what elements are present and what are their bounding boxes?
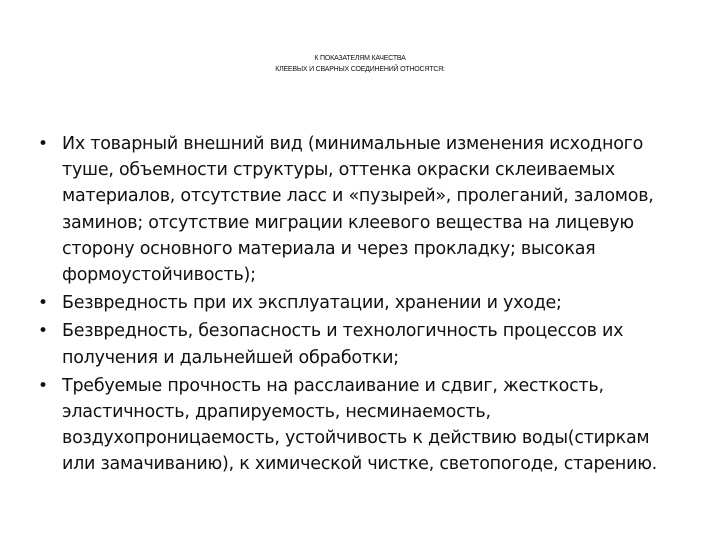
bullet-icon: • <box>38 134 48 154</box>
slide-title-line-1: К ПОКАЗАТЕЛЯМ КАЧЕСТВА <box>314 55 406 62</box>
bullet-item <box>38 373 678 478</box>
bullet-text: Безвредность при их эксплуатации, хранении и уходе; <box>62 293 562 314</box>
slide-title-line-2: КЛЕЕВЫХ И СВАРНЫХ СОЕДИНЕНИЙ ОТНОСЯТСЯ: <box>275 66 445 73</box>
bullet-item <box>38 318 678 370</box>
bullet-text: Требуемые прочность на расслаивание и сдвиг, жесткость, эластичность, драпируемость, несминаемость, воздухопроницаемость, устойчивость к действию воды(стиркам или замачиванию), к химической чистке, светопогоде, старению. <box>62 375 657 475</box>
bullet-list <box>38 131 678 480</box>
bullet-text: Их товарный внешний вид (минимальные изменения исходного туше, объемности структуры, оттенка окраски склеиваемых материалов, отсутствие ласс и «пузырей», пролеганий, заломов, заминов; отсутствие миграции клеевого вещества на лицевую сторону основного материала и через прокладку; высокая формоустойчивость); <box>62 134 654 286</box>
slide-title <box>0 53 720 75</box>
bullet-item <box>38 131 678 288</box>
bullet-icon: • <box>38 375 48 396</box>
bullet-text: Безвредность, безопасность и технологичность процессов их получения и дальнейшей обработки; <box>62 321 624 368</box>
bullet-icon: • <box>38 293 48 314</box>
bullet-icon: • <box>38 321 48 342</box>
bullet-item <box>38 290 678 316</box>
